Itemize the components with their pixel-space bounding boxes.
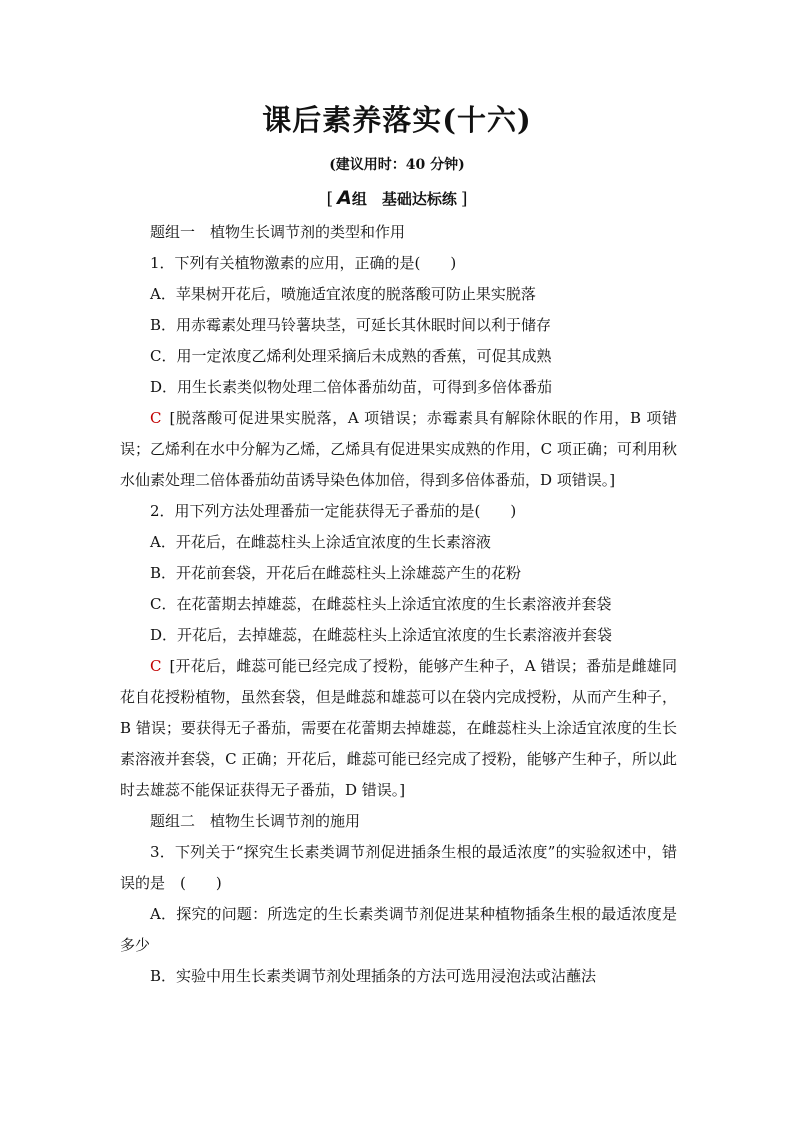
- question-1-answer-letter: C: [150, 409, 162, 427]
- question-2-answer-letter: C: [150, 657, 162, 675]
- group-close-bracket: ]: [460, 189, 468, 209]
- question-1-answer: [120, 403, 677, 496]
- question-content: [120, 217, 677, 992]
- question-1-option-d: D．用生长素类似物处理二倍体番茄幼苗，可得到多倍体番茄: [150, 378, 553, 396]
- question-2-explanation: [开花后，雌蕊可能已经完成了授粉，能够产生种子，A 错误；番茄是雌雄同花自花授粉植物，虽然套袋，但是雌蕊和雄蕊可以在袋内完成授粉，从而产生种子，B 错误；要获得无子番茄，需要在花蕾期去掉雄蕊，在雌蕊柱头上涂适宜浓度的生长素溶液并套袋，C 正确；开花后，雌蕊可能已经完成了授粉，能够产生种子，所以此时去雄蕊不能保证获得无子番茄，D 错误。]: [120, 657, 677, 799]
- question-2-option-d: D．开花后，去掉雄蕊，在雌蕊柱头上涂适宜浓度的生长素溶液并套袋: [150, 626, 613, 644]
- question-1-explanation: [脱落酸可促进果实脱落，A 项错误；赤霉素具有解除休眠的作用，B 项错误；乙烯利在水中分解为乙烯，乙烯具有促进果实成熟的作用，C 项正确；可利用秋水仙素处理二倍体番茄幼苗诱导染色体加倍，得到多倍体番茄，D 项错误。]: [120, 409, 677, 489]
- question-2-option-a: A．开花后，在雌蕊柱头上涂适宜浓度的生长素溶液: [150, 533, 491, 551]
- question-2-option-c: C．在花蕾期去掉雄蕊，在雌蕊柱头上涂适宜浓度的生长素溶液并套袋: [150, 595, 612, 613]
- question-1-stem: 1．下列有关植物激素的应用，正确的是( ): [150, 254, 457, 272]
- time-note: (建议用时：40 分钟): [329, 157, 465, 173]
- question-2-stem: 2．用下列方法处理番茄一定能获得无子番茄的是( ): [150, 502, 517, 520]
- question-1-option-c: C．用一定浓度乙烯利处理采摘后未成熟的香蕉，可促其成熟: [150, 347, 552, 365]
- question-1-option-b: B．用赤霉素处理马铃薯块茎，可延长其休眠时间以利于储存: [150, 316, 552, 334]
- question-3-option-b: B．实验中用生长素类调节剂处理插条的方法可选用浸泡法或沾蘸法: [150, 967, 597, 985]
- question-1-option-a: A．苹果树开花后，喷施适宜浓度的脱落酸可防止果实脱落: [150, 285, 536, 303]
- section-heading-1: 题组一 植物生长调节剂的类型和作用: [150, 223, 406, 241]
- question-3-option-a: A．探究的问题：所选定的生长素类调节剂促进某种植物插条生根的最适浓度是多少: [120, 905, 677, 954]
- group-open-bracket: [: [326, 189, 334, 209]
- group-letter: A: [337, 187, 352, 209]
- group-heading: [0, 187, 794, 209]
- question-2-option-b: B．开花前套袋，开花后在雌蕊柱头上涂雄蕊产生的花粉: [150, 564, 522, 582]
- group-label: 组 基础达标练: [351, 190, 457, 208]
- question-2-answer: [120, 651, 677, 806]
- question-3-stem: 3．下列关于“探究生长素类调节剂促进插条生根的最适浓度”的实验叙述中，错误的是 ( ): [120, 843, 677, 892]
- section-heading-2: 题组二 植物生长调节剂的施用: [150, 812, 361, 830]
- page-title: 课后素养落实(十六): [262, 103, 532, 137]
